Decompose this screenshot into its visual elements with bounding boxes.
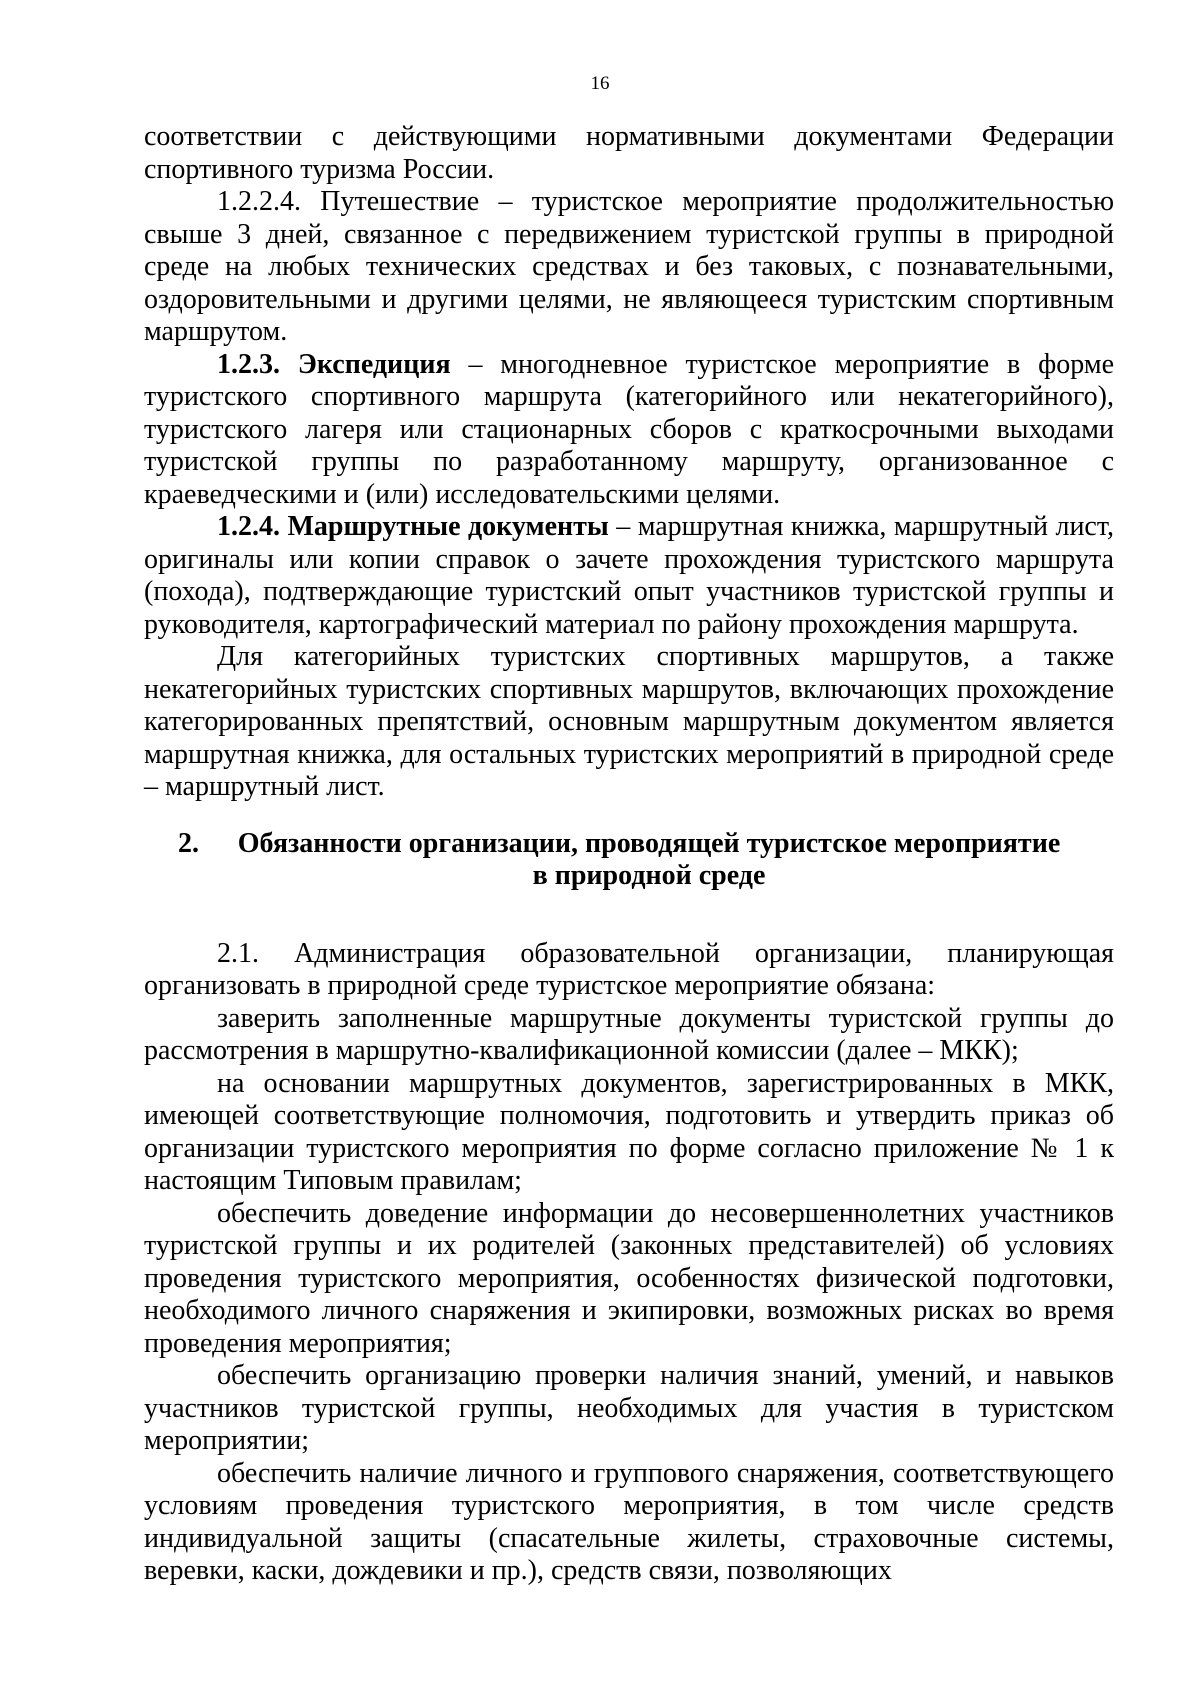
paragraph-check-skills: обеспечить организацию проверки наличия знаний, умений, и навыков участников туристской группы, необходимых для участия в туристском мероприятии; [144,1360,1114,1456]
paragraph-expedition-definition [144,349,1114,512]
section-heading [144,828,1114,893]
section-title-line-2: в природной среде [532,860,766,891]
term-route-documents: 1.2.4. Маршрутные документы [217,511,609,542]
paragraph-certify-documents: заверить заполненные маршрутные документы туристской группы до рассмотрения в маршрутно-квалификационной комиссии (далее – МКК); [144,1002,1114,1066]
route-documents-definition-text: – маршрутная книжка, маршрутный лист, оригиналы или копии справок о зачете прохождения туристского маршрута (похода), подтверждающие туристский опыт участников туристской группы и руководителя, картографический материал по району прохождения маршрута. [144,511,1114,640]
paragraph-equipment: обеспечить наличие личного и группового снаряжения, соответствующего условиям проведения туристского мероприятия, в том числе средств индивидуальной защиты (спасательные жилеты, страховочные системы, веревки, каски, дождевики и пр.), средств связи, позволяющих [144,1457,1114,1586]
paragraph-route-book-rule: Для категорийных туристских спортивных маршрутов, а также некатегорийных туристских спортивных маршрутов, включающих прохождение категорированных препятствий, основным маршрутным документом является маршрутная книжка, для остальных туристских мероприятий в природной среде – маршрутный лист. [144,641,1114,802]
paragraph-inform-participants: обеспечить доведение информации до несовершеннолетних участников туристской группы и их родителей (законных представителей) об условиях проведения туристского мероприятия, особенностях физической подготовки, необходимого личного снаряжения и экипировки, возможных рисках во время проведения мероприятия; [144,1197,1114,1359]
expedition-definition-text: – многодневное туристское мероприятие в форме туристского спортивного маршрута (категорийного или некатегорийного), туристского лагеря или стационарных сборов с краткосрочными выходами туристской группы по разработанному маршруту, организованное с краеведческими и (или) исследовательскими целями. [144,348,1114,510]
paragraph-approve-order: на основании маршрутных документов, зарегистрированных в МКК, имеющей соответствующие полномочия, подготовить и утвердить приказ об организации туристского мероприятия по форме согласно приложение № 1 к настоящим Типовым правилам; [144,1067,1114,1196]
section-title [144,828,1114,893]
paragraph-2-1: 2.1. Администрация образовательной организации, планирующая организовать в природной среде туристское мероприятие обязана: [144,937,1114,1001]
paragraph-continuation: соответствии с действующими нормативными документами Федерации спортивного туризма России. [144,121,1114,185]
document-body [144,121,1114,1588]
page-number: 16 [590,73,610,94]
term-expedition: 1.2.3. Экспедиция [217,348,451,380]
paragraph-route-documents-definition [144,511,1114,641]
section-title-line-1: Обязанности организации, проводящей туристское мероприятие [237,827,1061,859]
paragraph-journey-definition: 1.2.2.4. Путешествие – туристское мероприятие продолжительностью свыше 3 дней, связанное с передвижением туристской группы в природной среде на любых технических средствах и без таковых, с познавательными, оздоровительными и другими целями, не являющееся туристским спортивным маршрутом. [144,186,1114,347]
section-number: 2. [178,827,199,859]
